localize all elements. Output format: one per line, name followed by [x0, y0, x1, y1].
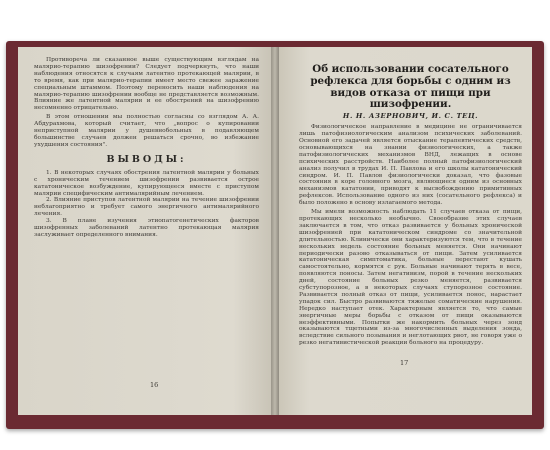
- article-paragraph-2: Мы имели возможность наблюдать 11 случаев отказа от пищи, протекающих несколько необычно. Своеобразие этих случаев заключается в том, что отказ развивается у больных хронической шизофренией при кататоническом синдроме со значительной длительностью. Клинически они характеризуются тем, что в течение нескольких недель состояние больных меняется. Они начинают периодически разово отказываться от пищи. Затем усиливается кататоническая симптоматика, больные перестают кушать самостоятельно, кормятся с рук. Больные начинают терять в весе, появляются поносы. Затем негативизм, порой в течение нескольких дней, состояние больных резко меняется, развивается субступорозное, а в некоторых случаях ступорозное состояние. Развивается полный отказ от пищи, усиливается понос, нарастает упадок сил. Быстро развиваются тяжелые соматические нарушения. Нередко наступает отек. Характерным является то, что самые энергичные меры борьбы с отказом от пищи оказываются неэффективными. Попытки же накормить больных через зонд оказываются тщетными из-за многочисленных выделения зонда, вследствие сильного позывания и неглотающих рвот, не говоря уже о резко негативистической реакции больного на процедуру.: [299, 209, 522, 347]
- conclusions-heading: ВЫВОДЫ:: [106, 153, 187, 165]
- right-page: [279, 47, 532, 415]
- left-page: [18, 47, 271, 415]
- right-page-number: 17: [400, 359, 409, 367]
- article-paragraph-1: Физиологическое направление в медицине не ограничивается лишь патофизиологическим анализом психических заболеваний. Основной его задачей является отыскание терапевтических средств, основывающихся на знании физиологических, а также патофизиологических механизмов ВНД, лежащих в основе психических расстройств. Наиболее полный патофизиологический анализ получил в трудах И. П. Павлова и его школы кататонический синдром. И. П. Павлов физиологически доказал, что фазовые состояния в коре головного мозга, являющиеся одним из основных механизмов кататонии, приводят к высвобождению примитивных рефлексов. Использование одного из них (сосательного рефлекса) и было положено в основу излагаемого метода.: [299, 124, 522, 207]
- article-authors: Н. Н. АЗЕРНОВИЧ, И. С. ТЕЦ.: [342, 112, 479, 121]
- left-intro-paragraph-1: Противореча ли сказанное выше существующим взглядам на малярио-терапию шизофрении? Следует подчеркнуть, что наши наблюдения относятся к случаям латентно протекающей малярии, в то время, как при малярио-терапии имеет место свежее заражение специальным штаммом. Поэтому переносить наши наблюдения на малярио-терапию шизофрении вообще не представляется возможным. Влияние же латентной малярии и ее обострений на шизофрению несомненно отрицательно.: [34, 57, 259, 112]
- conclusion-item-2: 2. Влияние приступов латентной малярии на течение шизофрении неблагоприятно и требует самого энергичного антималярийного лечения.: [34, 197, 259, 218]
- left-intro-paragraph-2: В этом отношении мы полностью согласны со взглядом А. А. Абдурахмова, который считает, что „вопрос о купировании неприступной малярии у душевнобольных в подавляющем большинстве случаев должен решаться срочно, во избежание ухудшения состояния".: [34, 114, 259, 148]
- left-page-content: [34, 57, 259, 239]
- book-gutter: [271, 47, 279, 415]
- left-page-number: 16: [150, 381, 159, 389]
- article-title: Об использовании сосательного рефлекса для борьбы с одним из видов отказа от пищи при шизофрении.: [310, 63, 511, 111]
- right-page-content: [299, 64, 522, 347]
- conclusion-item-1: 1. В некоторых случаях обострения латентной малярии у больных с хроническим течением шизофрении развивается острое кататоническое возбуждение, купирующееся вместе с приступом малярии специфическим антималярийным лечением.: [34, 169, 259, 197]
- conclusion-item-3: 3. В плане изучения этиопатогенетических факторов шизофренных заболеваний латентно протекающая малярия заслуживает определенного внимания.: [34, 218, 259, 238]
